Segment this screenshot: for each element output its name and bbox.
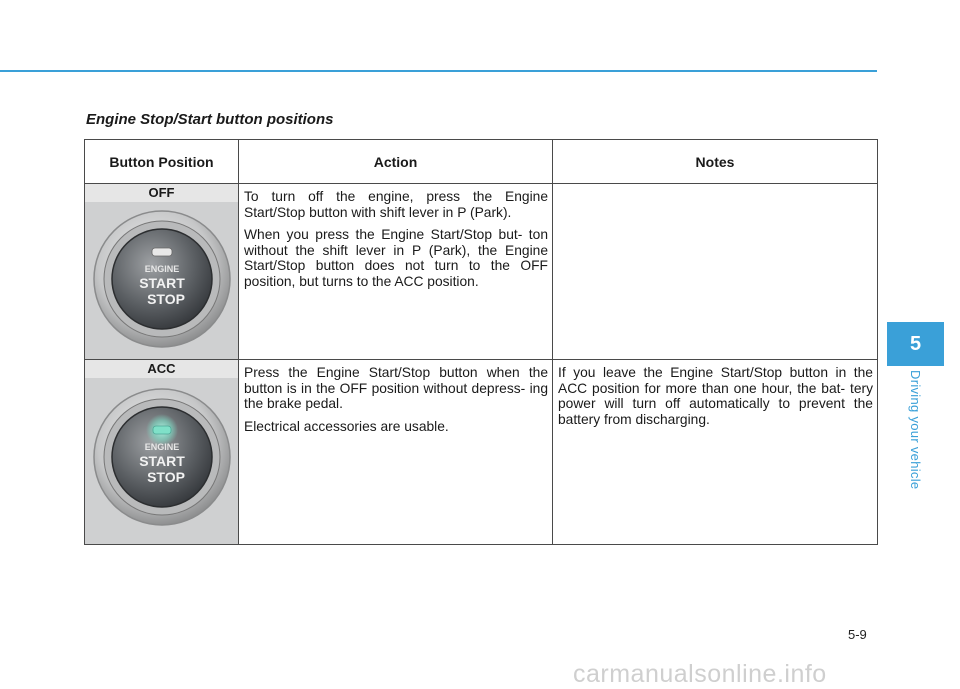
position-cell-off xyxy=(85,184,239,360)
button-text-stop-off: STOP xyxy=(146,291,185,307)
action-paragraph: Press the Engine Start/Stop button when the button is in the OFF position without depress- ing the brake pedal. xyxy=(244,365,548,411)
header-notes: Notes xyxy=(553,140,878,184)
watermark: carmanualsonline.info xyxy=(573,660,827,688)
indicator-light-off xyxy=(152,248,172,256)
engine-start-stop-button-off-image xyxy=(89,206,235,352)
action-cell-off xyxy=(239,184,553,360)
top-rule xyxy=(0,70,877,72)
button-text-start-off: START xyxy=(138,275,185,291)
button-text-engine-acc: ENGINE xyxy=(144,442,179,452)
indicator-light-acc xyxy=(153,426,171,434)
chapter-name: Driving your vehicle xyxy=(908,370,923,490)
position-cell-acc xyxy=(85,360,239,545)
action-cell-acc xyxy=(239,360,553,545)
button-text-start-acc: START xyxy=(138,453,185,469)
header-action: Action xyxy=(239,140,553,184)
section-title: Engine Stop/Start button positions xyxy=(86,111,334,128)
notes-paragraph: If you leave the Engine Start/Stop button in the ACC position for more than one hour, the bat- tery power will turn off automatically to prevent the battery from discharging. xyxy=(558,365,873,427)
button-text-engine-off: ENGINE xyxy=(144,264,179,274)
action-paragraph: Electrical accessories are usable. xyxy=(244,418,449,434)
table-row-off xyxy=(85,184,878,360)
button-positions-table xyxy=(84,139,878,545)
table-header-row xyxy=(85,140,878,184)
position-label-acc: ACC xyxy=(85,360,238,378)
header-button-position: Button Position xyxy=(85,140,239,184)
notes-cell-off xyxy=(553,184,878,360)
chapter-number-tab: 5 xyxy=(887,322,944,366)
page-number: 5-9 xyxy=(848,627,867,642)
table-row-acc xyxy=(85,360,878,545)
action-paragraph: When you press the Engine Start/Stop but- ton without the shift lever in P (Park), the Engine Start/Stop button does not turn to the OFF position, but turns to the ACC position. xyxy=(244,227,548,289)
action-paragraph: To turn off the engine, press the Engine Start/Stop button with shift lever in P (Park). xyxy=(244,189,548,220)
position-label-off: OFF xyxy=(85,184,238,202)
button-text-stop-acc: STOP xyxy=(146,469,185,485)
engine-start-stop-button-acc-image xyxy=(89,382,235,532)
notes-cell-acc xyxy=(553,360,878,545)
